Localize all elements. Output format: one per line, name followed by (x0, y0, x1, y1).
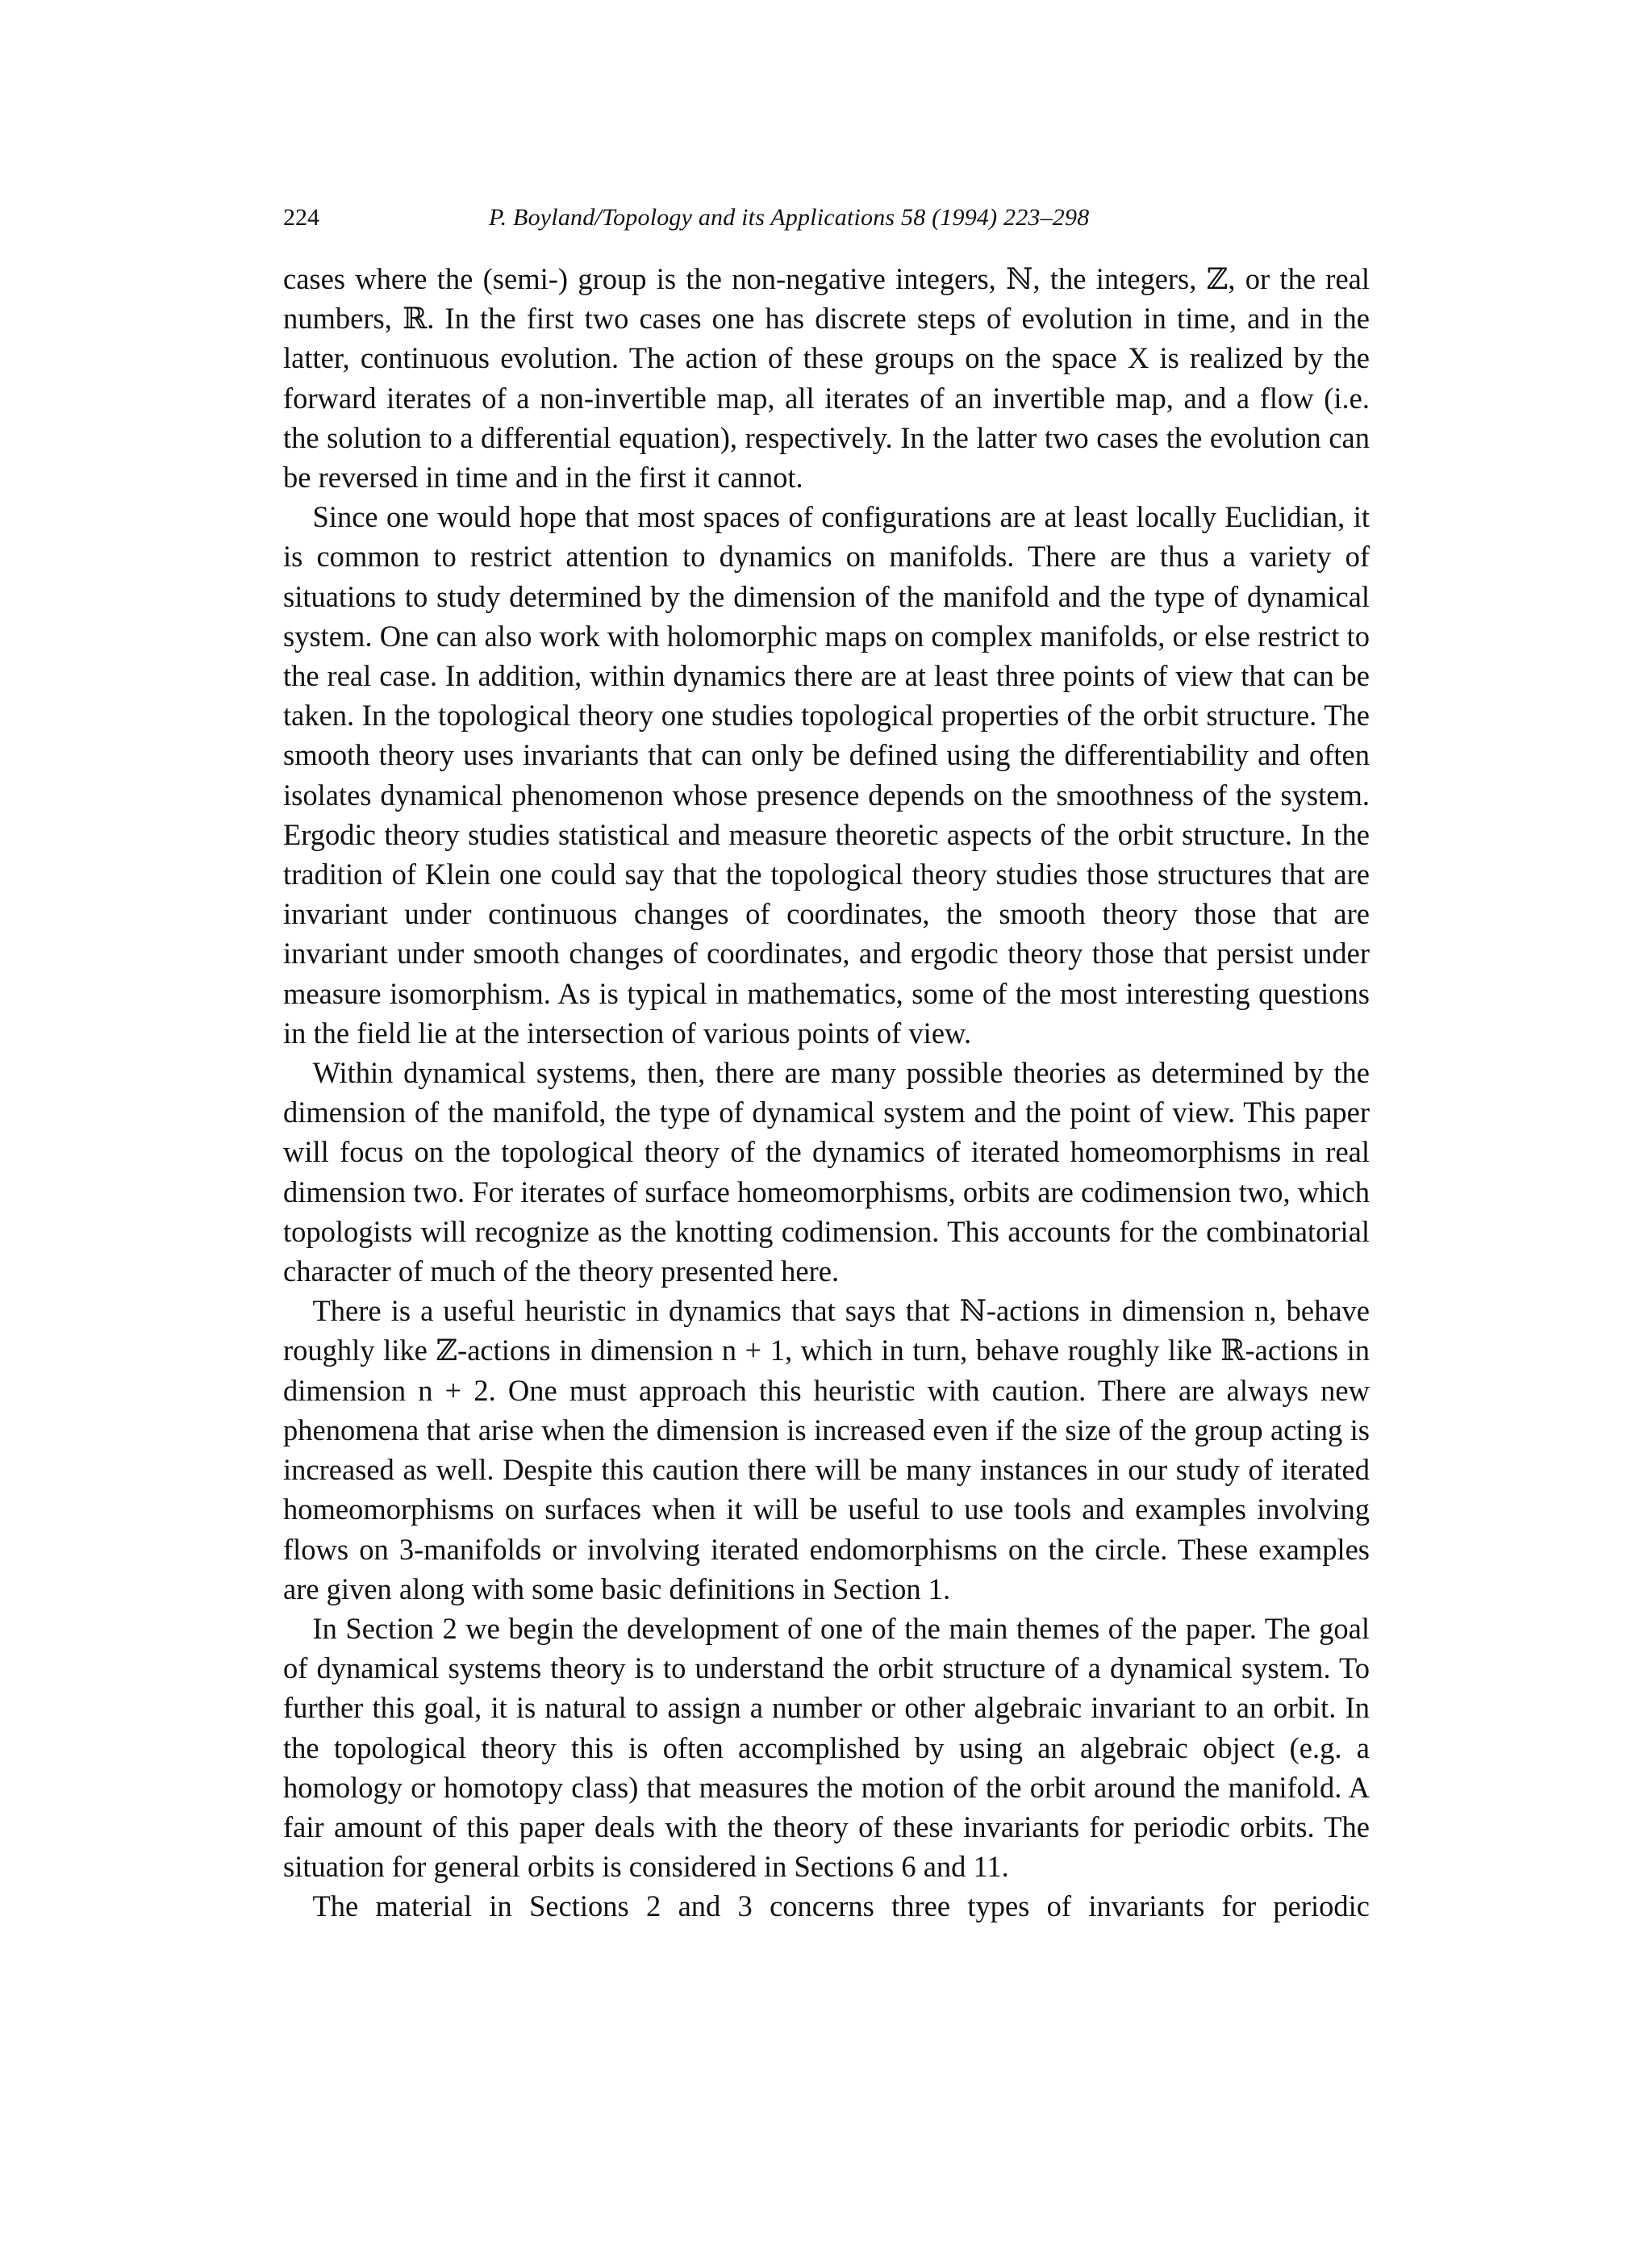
page-header (283, 200, 1370, 236)
paragraph-3: Within dynamical systems, then, there are many possible theories as determined by the dimension of the manifold, the type of dynamical system and the point of view. This paper will focus on the topological theory of the dynamics of iterated homeomorphisms in real dimension two. For iterates of surface homeomorphisms, orbits are codimension two, which topologists will recognize as the knotting codimension. This accounts for the combinatorial character of much of the theory presented here. (283, 1056, 1370, 1288)
paragraph-5: In Section 2 we begin the development of one of the main themes of the paper. The goal of dynamical systems theory is to understand the orbit structure of a dynamical system. To further this goal, it is natural to assign a number or other algebraic invariant to an orbit. In the topological theory this is often accomplished by using an algebraic object (e.g. a homology or homotopy class) that measures the motion of the orbit around the manifold. A fair amount of this paper deals with the theory of these invariants for periodic orbits. The situation for general orbits is considered in Sections 6 and 11. (283, 1611, 1370, 1884)
page-number: 224 (283, 204, 319, 231)
paragraph-4: There is a useful heuristic in dynamics that says that ℕ-actions in dimension n, behave roughly like ℤ-actions in dimension n + 1, which in turn, behave roughly like ℝ-actions in dimension n + 2. One must approach this heuristic with caution. There are always new phenomena that arise when the dimension is increased even if the size of the group acting is increased as well. Despite this caution there will be many instances in our study of iterated homeomorphisms on surfaces when it will be useful to use tools and examples involving flows on 3-manifolds or involving iterated endomorphisms on the circle. These examples are given along with some basic definitions in Section 1. (283, 1294, 1370, 1605)
paragraph-2: Since one would hope that most spaces of configurations are at least locally Euclidian, it is common to restrict attention to dynamics on manifolds. There are thus a variety of situations to study determined by the dimension of the manifold and the type of dynamical system. One can also work with holomorphic maps on complex manifolds, or else restrict to the real case. In addition, within dynamics there are at least three points of view that can be taken. In the topological theory one studies topological properties of the orbit structure. The smooth theory uses invariants that can only be defined using the differentiability and often isolates dynamical phenomenon whose presence depends on the smoothness of the system. Ergodic theory studies statistical and measure theoretic aspects of the orbit structure. In the tradition of Klein one could say that the topological theory studies those structures that are invariant under continuous changes of coordinates, the smooth theory those that are invariant under smooth changes of coordinates, and ergodic theory those that persist under measure isomorphism. As is typical in mathematics, some of the most interesting questions in the field lie at the intersection of various points of view. (283, 500, 1370, 1050)
paragraph-6: The material in Sections 2 and 3 concerns three types of invariants for periodic (312, 1889, 1370, 1923)
paragraph-1: cases where the (semi-) group is the non-negative integers, ℕ, the integers, ℤ, or the real numbers, ℝ. In the first two cases one has discrete steps of evolution in time, and in the latter, continuous evolution. The action of these groups on the space X is realized by the forward iterates of a non-invertible map, all iterates of an invertible map, and a flow (i.e. the solution to a differential equation), respectively. In the latter two cases the evolution can be reversed in time and in the first it cannot. (283, 262, 1370, 495)
body-text (283, 259, 1370, 1927)
running-head: P. Boyland/Topology and its Applications 58 (1994) 223–298 (489, 204, 1090, 231)
